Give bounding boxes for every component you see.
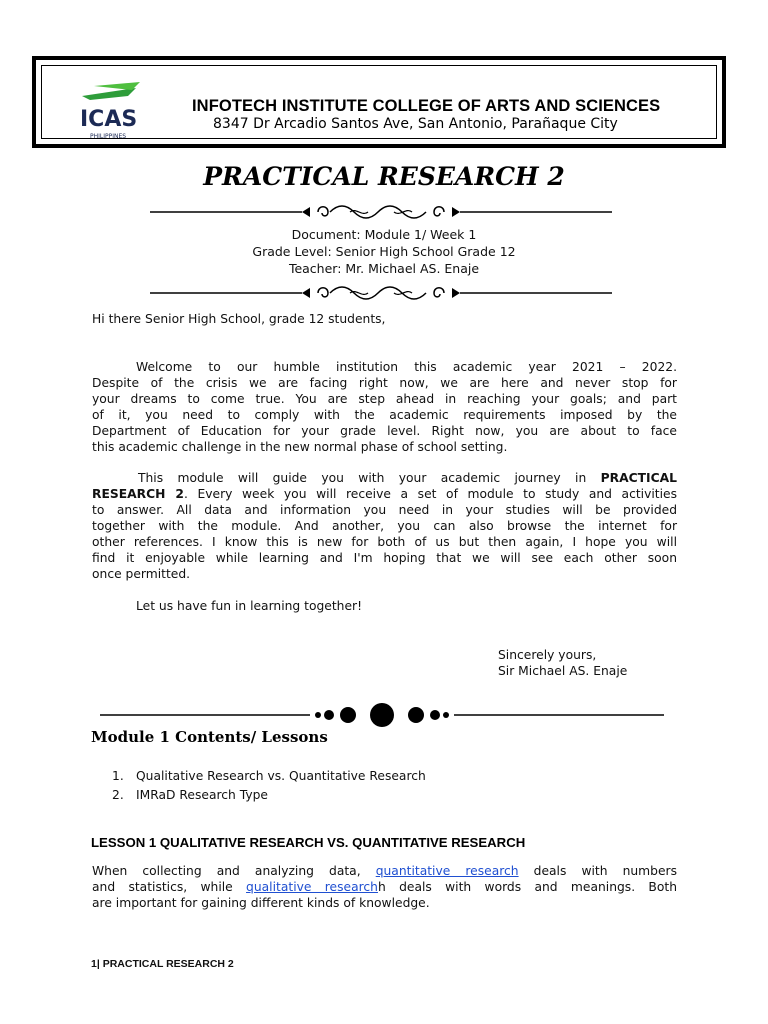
list-item-label: Qualitative Research vs. Quantitative Research xyxy=(136,769,426,783)
paragraph-line: are important for gaining different kinds of knowledge. xyxy=(92,896,430,910)
institution-name: INFOTECH INSTITUTE COLLEGE OF ARTS AND SCIENCES xyxy=(192,97,661,115)
list-number: 1. xyxy=(112,769,124,783)
paragraph-line: this academic challenge in the new normal phase of school setting. xyxy=(92,440,508,454)
paragraph-line: Let us have fun in learning together! xyxy=(136,599,363,613)
list-item xyxy=(112,786,426,805)
paragraph-text: and statistics, while xyxy=(92,880,247,894)
lesson-1-heading: LESSON 1 QUALITATIVE RESEARCH VS. QUANTITATIVE RESEARCH xyxy=(91,835,526,850)
module-guide-paragraph xyxy=(92,470,677,582)
lessons-list xyxy=(112,767,426,805)
greeting-text xyxy=(92,311,677,327)
paragraph-line: Despite of the crisis we are facing right now, we are here and never stop for xyxy=(92,376,677,390)
page-title: PRACTICAL RESEARCH 2 xyxy=(203,162,565,191)
logo-subtext: PHILIPPINES xyxy=(90,133,127,140)
grade-level-label: Grade Level: Senior High School Grade 12 xyxy=(252,244,516,259)
list-number: 2. xyxy=(112,788,124,802)
header-inner-border xyxy=(41,65,717,139)
ornament-divider-bottom xyxy=(150,283,612,303)
paragraph-text: h deals with words and meanings. Both xyxy=(377,880,677,894)
welcome-paragraph xyxy=(92,359,677,455)
institution-address: 8347 Dr Arcadio Santos Ave, San Antonio, Parañaque City xyxy=(213,116,618,132)
course-name-bold: RESEARCH 2 xyxy=(92,487,184,501)
paragraph-line xyxy=(92,470,677,486)
logo-text: ICAS xyxy=(80,107,138,132)
qualitative-research-link[interactable]: qualitative research xyxy=(246,880,378,894)
icas-logo-icon xyxy=(76,82,150,142)
paragraph-line: your dreams to come true. You are step ahead in reaching your goals; and part xyxy=(92,392,677,406)
paragraph-line: of it, you need to comply with the academic requirements imposed by the xyxy=(92,408,677,422)
paragraph-line: Department of Education for your grade level. Right now, you are about to face xyxy=(92,424,677,438)
paragraph-line: find it enjoyable while learning and I'm hoping that we will see each other soon xyxy=(92,551,677,565)
paragraph-text: . Every week you will receive a set of module to study and activities xyxy=(183,487,677,501)
contents-heading: Module 1 Contents/ Lessons xyxy=(91,728,328,746)
paragraph-text: When collecting and analyzing data, xyxy=(92,864,376,878)
paragraph-line: Welcome to our humble institution this academic year 2021 – 2022. xyxy=(136,360,677,374)
paragraph-line: once permitted. xyxy=(92,567,191,581)
lesson-1-paragraph xyxy=(92,863,677,911)
paragraph-text: deals with numbers xyxy=(518,864,677,878)
page-footer: 1| PRACTICAL RESEARCH 2 xyxy=(91,958,234,970)
signature-name: Sir Michael AS. Enaje xyxy=(498,664,628,678)
paragraph-line: to answer. All data and information you need in your studies will be provided xyxy=(92,503,677,517)
paragraph-line: together with the module. And another, you can also browse the internet for xyxy=(92,519,677,533)
signature-closing: Sincerely yours, xyxy=(498,648,597,662)
paragraph-text: This module will guide you with your academic journey in xyxy=(138,471,601,485)
paragraph-line xyxy=(92,879,677,895)
dot-divider xyxy=(100,702,664,728)
list-item xyxy=(112,767,426,786)
header-banner xyxy=(32,56,726,148)
list-item-label: IMRaD Research Type xyxy=(136,788,268,802)
greeting-line: Hi there Senior High School, grade 12 students, xyxy=(92,312,386,326)
quantitative-research-link[interactable]: quantitative research xyxy=(375,864,519,878)
paragraph-line: other references. I know this is new for both of us but then again, I hope you will xyxy=(92,535,677,549)
paragraph-line xyxy=(92,863,677,879)
teacher-label: Teacher: Mr. Michael AS. Enaje xyxy=(288,261,480,276)
document-label: Document: Module 1/ Week 1 xyxy=(291,227,477,242)
course-name-bold: PRACTICAL xyxy=(600,471,677,485)
paragraph-line xyxy=(92,486,677,502)
ornament-divider-top xyxy=(150,202,612,222)
closing-paragraph xyxy=(92,598,677,614)
